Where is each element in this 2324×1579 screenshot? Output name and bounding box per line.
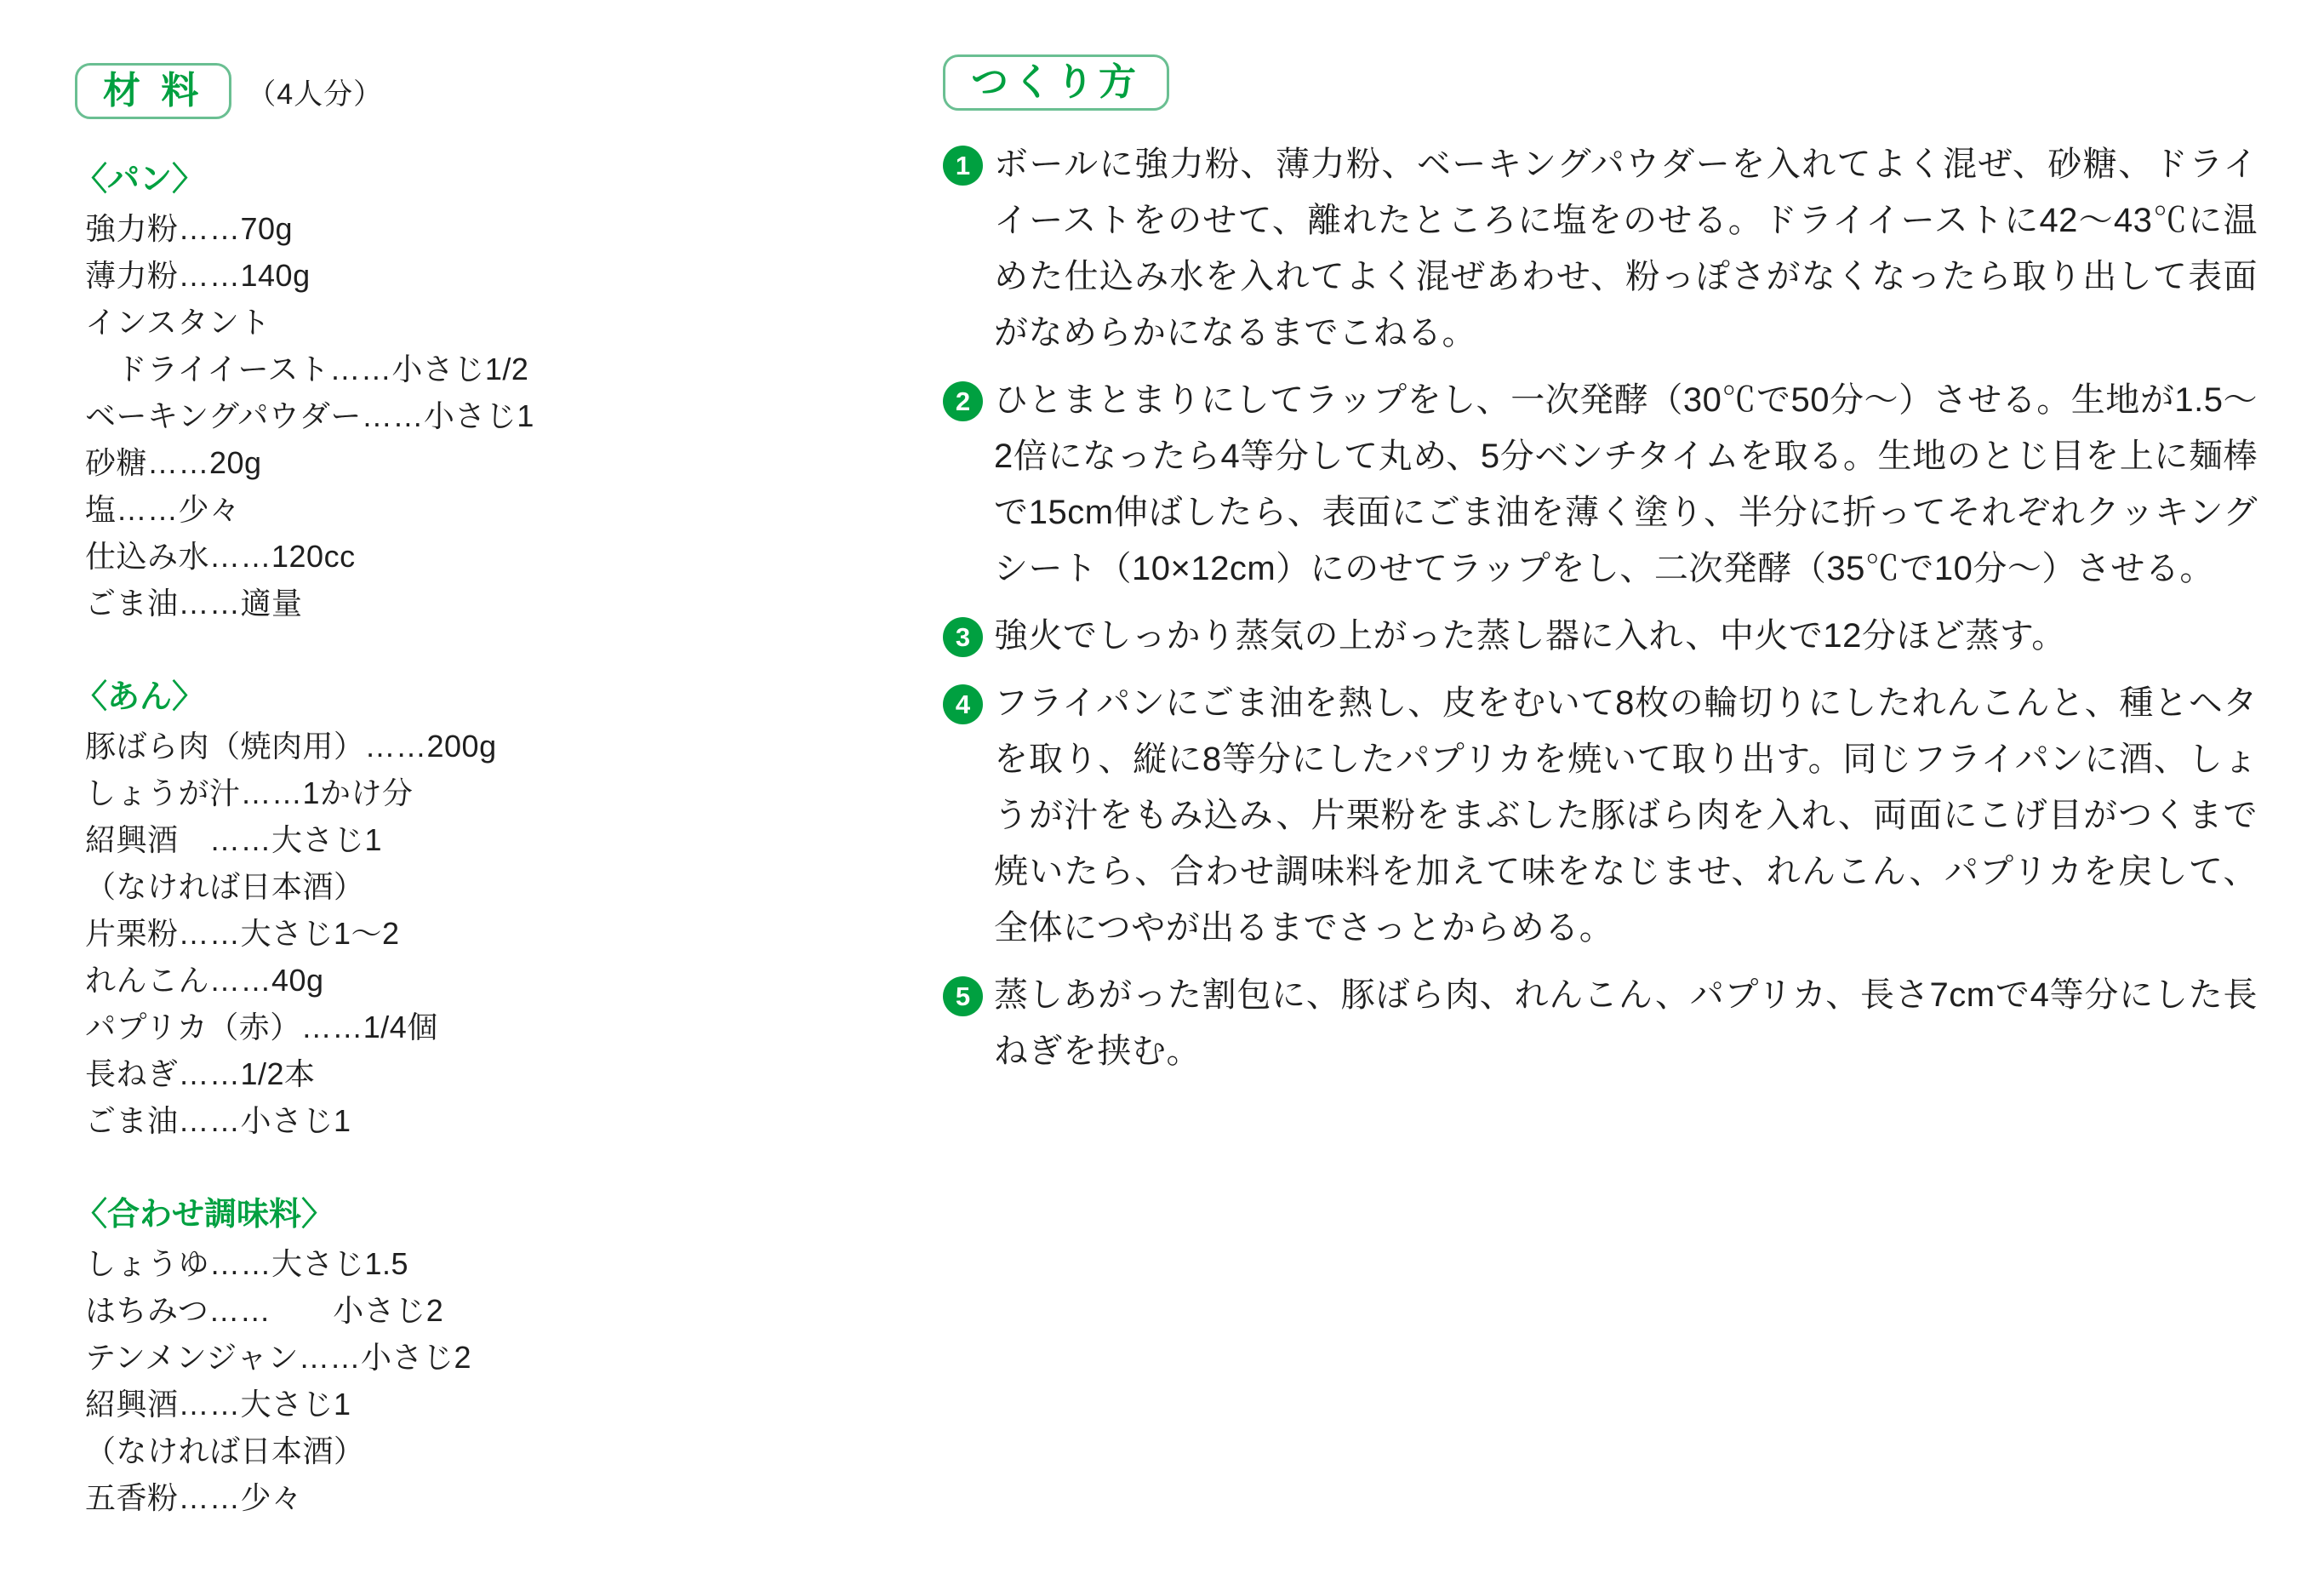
ingredient-item: ドライイースト……小さじ1/2 <box>85 352 529 387</box>
ingredient-item: 豚ばら肉（焼肉用）……200g <box>85 729 497 764</box>
ingredient-item: 紹興酒 ……大さじ1 <box>85 822 383 858</box>
ingredient-section <box>75 1192 585 1521</box>
directions-panel <box>943 54 2258 1090</box>
ingredient-item: しょうが汁……1かけ分 <box>85 775 414 811</box>
servings-label: （4人分） <box>247 77 384 111</box>
ingredients-header <box>75 63 585 119</box>
directions-title: つくり方 <box>943 54 1169 111</box>
ingredient-item: 長ねぎ……1/2本 <box>85 1056 316 1092</box>
ingredient-section-heading: 〈パン〉 <box>75 162 205 198</box>
ingredient-section-heading: 〈合わせ調味料〉 <box>75 1197 334 1233</box>
ingredient-item: テンメンジャン……小さじ2 <box>85 1340 472 1376</box>
ingredient-item: ごま油……小さじ1 <box>85 1103 351 1139</box>
ingredient-item: （なければ日本酒） <box>85 869 365 905</box>
direction-step <box>943 967 2258 1079</box>
step-text: フライパンにごま油を熱し、皮をむいて8枚の輪切りにしたれんこんと、種とヘタを取り、縦に8等分にしたパプリカを焼いて取り出す。同じフライパンに酒、しょうが汁をもみ込み、片栗粉をまぶした豚ばら肉を入れ、両面にこげ目がつくまで焼いたら、合わせ調味料を加えて味をなじませ、れんこん、パプリカを戻して、全体につやが出るまでさっとからめる。 <box>994 684 2258 947</box>
step-number-badge: 3 <box>943 617 983 657</box>
ingredient-item: 砂糖……20g <box>85 445 262 481</box>
ingredient-item: （なければ日本酒） <box>85 1433 365 1469</box>
ingredient-list <box>75 723 585 1144</box>
ingredient-list <box>75 1240 585 1521</box>
step-number-badge: 1 <box>943 146 983 186</box>
step-text: 強火でしっかり蒸気の上がった蒸し器に入れ、中火で12分ほど蒸す。 <box>994 617 2066 655</box>
step-number-badge: 4 <box>943 684 983 724</box>
ingredient-item: れんこん……40g <box>85 963 324 998</box>
ingredient-section <box>75 674 585 1144</box>
directions-header <box>943 54 2258 111</box>
step-text: 蒸しあがった割包に、豚ばら肉、れんこん、パプリカ、長さ7cmで4等分にした長ねぎを挟む。 <box>994 976 2258 1071</box>
ingredient-section <box>75 157 585 626</box>
steps-list <box>943 136 2258 1079</box>
step-number-badge: 5 <box>943 976 983 1016</box>
ingredient-item: 片栗粉……大さじ1～2 <box>85 916 400 952</box>
ingredient-item: インスタント <box>85 305 271 340</box>
ingredient-sections <box>75 157 585 1521</box>
direction-step <box>943 675 2258 956</box>
step-number-badge: 2 <box>943 381 983 421</box>
ingredient-item: 強力粉……70g <box>85 211 294 247</box>
ingredient-item: しょうゆ……大さじ1.5 <box>85 1246 409 1282</box>
ingredient-item: 五香粉……少々 <box>85 1480 303 1516</box>
ingredients-title: 材 料 <box>75 63 231 119</box>
ingredient-item: ごま油……適量 <box>85 586 303 621</box>
ingredient-item: 紹興酒……大さじ1 <box>85 1387 351 1422</box>
ingredients-panel <box>75 63 585 1569</box>
ingredient-item: パプリカ（赤）……1/4個 <box>85 1010 438 1045</box>
ingredient-section-heading: 〈あん〉 <box>75 679 205 716</box>
ingredient-item: 仕込み水……120cc <box>85 539 356 575</box>
direction-step <box>943 372 2258 597</box>
ingredient-item: ベーキングパウダー……小さじ1 <box>85 398 534 434</box>
ingredient-item: はちみつ…… 小さじ2 <box>85 1293 444 1329</box>
direction-step <box>943 136 2258 361</box>
step-text: ボールに強力粉、薄力粉、ベーキングパウダーを入れてよく混ぜ、砂糖、ドライイーストをのせて、離れたところに塩をのせる。ドライイーストに42～43℃に温めた仕込み水を入れてよく混ぜあわせ、粉っぽさがなくなったら取り出して表面がなめらかになるまでこねる。 <box>994 146 2258 352</box>
ingredient-item: 薄力粉……140g <box>85 258 311 294</box>
ingredient-item: 塩……少々 <box>85 492 241 528</box>
ingredient-list <box>75 205 585 626</box>
direction-step <box>943 608 2258 664</box>
step-text: ひとまとまりにしてラップをし、一次発酵（30℃で50分～）させる。生地が1.5～2倍になったら4等分して丸め、5分ベンチタイムを取る。生地のとじ目を上に麺棒で15cm伸ばしたら、表面にごま油を薄く塗り、半分に折ってそれぞれクッキングシート（10×12cm）にのせてラップをし、二次発酵（35℃で10分～）させる。 <box>994 381 2258 588</box>
